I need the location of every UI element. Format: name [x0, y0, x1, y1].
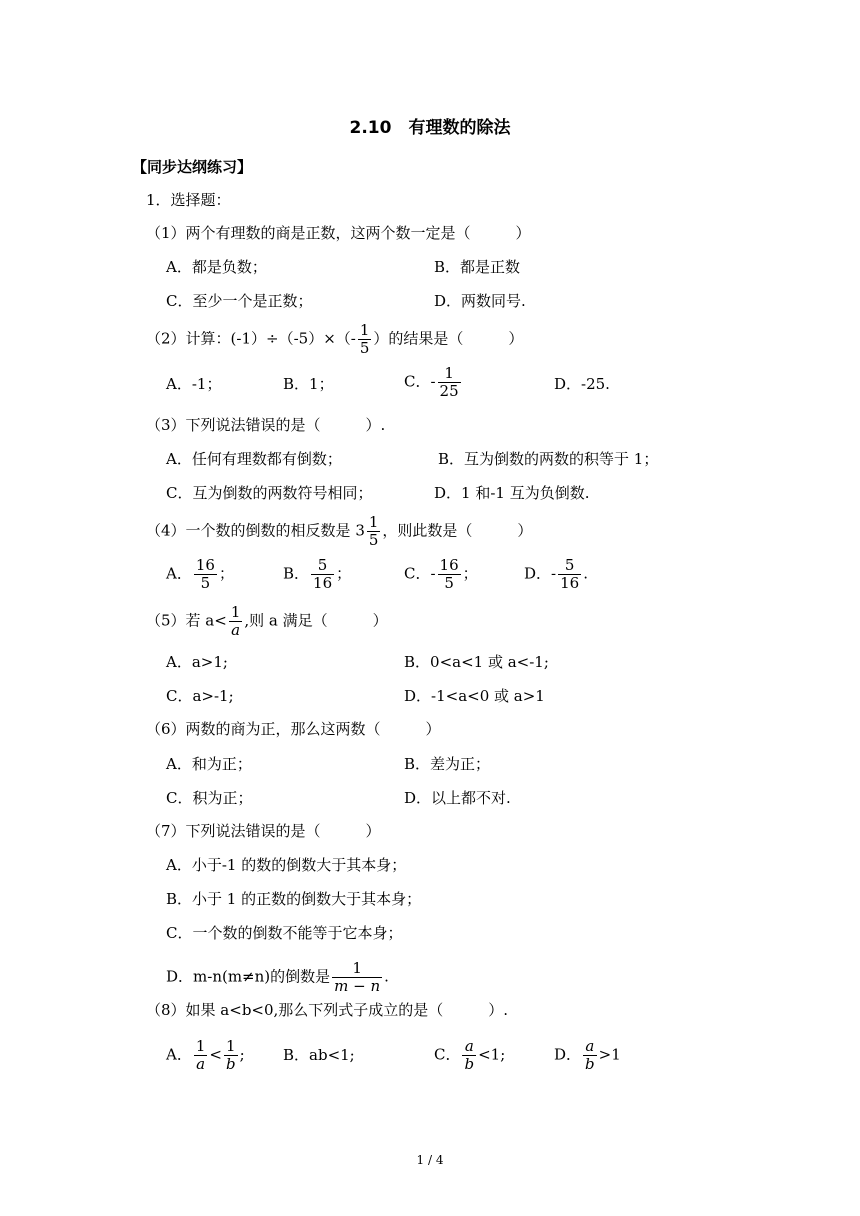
q1-option-a: A．都是负数；: [166, 258, 267, 276]
q8-option-d: D． $\frac{a}{b}$ >1: [554, 1037, 621, 1073]
q1-option-d: D．两数同号.: [434, 292, 526, 310]
q5-fraction: $\frac{1}{a}$: [230, 603, 241, 639]
q2-fraction: $\frac{1}{5}$: [359, 321, 370, 357]
q3-option-c: C．互为倒数的两数符号相同；: [166, 484, 373, 502]
q4-option-a: A． $\frac{16}{5}$ ；: [166, 556, 234, 592]
page-number: 1 / 4: [416, 1153, 444, 1167]
q6-option-c: C．积为正；: [166, 789, 253, 807]
q8-option-a: A． $\frac{1}{a}$ < $\frac{1}{b}$ ;: [166, 1037, 245, 1073]
q1-option-b: B．都是正数: [434, 258, 521, 276]
q3-option-a: A．任何有理数都有倒数；: [166, 450, 342, 468]
q2-option-c: C．- $\frac{1}{25}$: [404, 364, 459, 400]
q7-option-d: D．m-n(m≠n)的倒数是 $\frac{1}{m - n}$ .: [166, 959, 389, 995]
q6-stem: （6）两数的商为正，那么这两数（ ）: [146, 720, 441, 738]
q5-option-c: C．a>-1;: [166, 687, 234, 705]
q3-option-b: B．互为倒数的两数的积等于 1；: [438, 450, 659, 468]
section-heading: 【同步达纲练习】: [132, 158, 253, 176]
question-group-intro: 1．选择题：: [146, 191, 231, 209]
q5-option-b: B．0<a<1 或 a<-1;: [404, 653, 549, 671]
q3-stem: （3）下列说法错误的是（ ）.: [146, 416, 386, 434]
q7-stem: （7）下列说法错误的是（ ）: [146, 822, 381, 840]
q5-option-d: D．-1<a<0 或 a>1: [404, 687, 545, 705]
q2-option-b: B．1；: [283, 375, 334, 393]
q7-option-c: C．一个数的倒数不能等于它本身；: [166, 924, 403, 942]
q5-option-a: A．a>1;: [166, 653, 228, 671]
q2-stem: （2）计算：(-1）÷（-5）×（- $\frac{1}{5}$ ）的结果是（ ）: [146, 321, 524, 357]
page-title: 2.10 有理数的除法: [349, 118, 511, 138]
q6-option-a: A．和为正；: [166, 755, 252, 773]
q4-stem: （4）一个数的倒数的相反数是 3 $\frac{1}{5}$ ，则此数是（ ）: [146, 513, 533, 549]
q7-option-a: A．小于-1 的数的倒数大于其本身；: [166, 856, 407, 874]
q4-fraction: $\frac{1}{5}$: [368, 513, 379, 549]
q7-option-b: B．小于 1 的正数的倒数大于其本身；: [166, 890, 422, 908]
q3-option-d: D．1 和-1 互为负倒数.: [434, 484, 590, 502]
q1-stem: （1）两个有理数的商是正数，这两个数一定是（ ）: [146, 224, 531, 242]
q2-option-d: D．-25.: [554, 375, 610, 393]
q6-option-d: D．以上都不对.: [404, 789, 511, 807]
q6-option-b: B．差为正；: [404, 755, 491, 773]
q8-option-b: B．ab<1;: [283, 1046, 355, 1064]
q4-option-b: B． $\frac{5}{16}$ ；: [283, 556, 352, 592]
q1-option-c: C．至少一个是正数；: [166, 292, 313, 310]
q4-option-d: D．- $\frac{5}{16}$ .: [524, 556, 588, 592]
q8-stem: （8）如果 a<b<0,那么下列式子成立的是（ ）.: [146, 1001, 509, 1019]
q4-option-c: C．- $\frac{16}{5}$ ；: [404, 556, 478, 592]
q2-option-a: A．-1；: [166, 375, 222, 393]
q8-option-c: C． $\frac{a}{b}$ <1;: [434, 1037, 506, 1073]
q5-stem: （5）若 a< $\frac{1}{a}$ ,则 a 满足（ ）: [146, 603, 388, 639]
